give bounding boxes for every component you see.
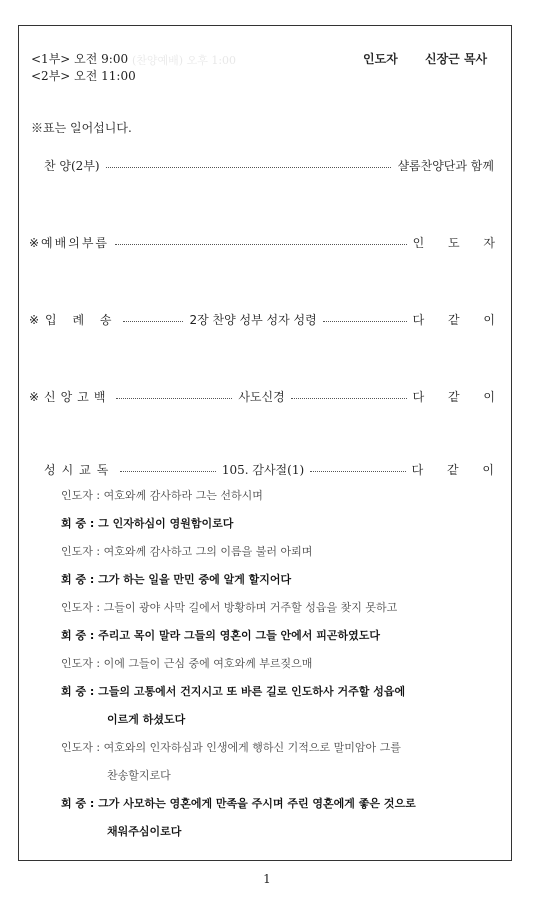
- reading-text: 그들의 고통에서 건지시고 또 바른 길로 인도하사 거주할 성읍에: [98, 685, 406, 698]
- reading-text: 주리고 목이 말라 그들의 영혼이 그들 안에서 피곤하였도다: [98, 629, 380, 642]
- reading-text: 그가 사모하는 영혼에게 만족을 주시며 주린 영혼에게 좋은 것으로: [98, 797, 416, 810]
- leader-label: 인도자: [363, 52, 398, 66]
- reading-text: 그 인자하심이 영원함이로다: [98, 517, 234, 530]
- order-item-creed: [29, 388, 505, 404]
- order-label: 찬 양(2부): [44, 158, 100, 173]
- order-center: 2장 찬양 성부 성자 성령: [189, 312, 317, 327]
- speaker-leader: 인도자 :: [61, 741, 101, 754]
- speaker-leader: 인도자 :: [61, 601, 101, 614]
- speaker-leader: 인도자 :: [61, 545, 101, 558]
- reading-text: 여호와께 감사하라 그는 선하시며: [103, 489, 263, 502]
- dotted-leader: [116, 398, 232, 399]
- reading-line: [61, 515, 233, 531]
- order-right: 다 같 이: [412, 389, 505, 404]
- reading-continuation: 채워주심이로다: [107, 825, 182, 838]
- dotted-leader: [120, 471, 215, 472]
- order-item-praise: [44, 157, 494, 173]
- order-item-responsive-reading: [44, 461, 504, 477]
- reading-line: [61, 739, 401, 755]
- reading-line: [61, 655, 312, 671]
- speaker-leader: 인도자 :: [61, 489, 101, 502]
- reading-text: 그들이 광야 사막 길에서 방황하며 거주할 성읍을 찾지 못하고: [103, 601, 398, 614]
- service-time-faint: (찬양예배) 오후 1:00: [132, 54, 237, 67]
- reading-line: [61, 599, 397, 615]
- dotted-leader: [323, 321, 407, 322]
- order-item-opening-hymn: [29, 311, 505, 327]
- dotted-leader: [106, 167, 392, 168]
- reading-text: 여호와께 감사하고 그의 이름을 불러 아뢰며: [103, 545, 313, 558]
- speaker-congregation: 회 중 :: [61, 797, 95, 810]
- order-right: 샬롬찬양단과 함께: [397, 158, 494, 173]
- order-right: 다 같 이: [412, 312, 505, 327]
- service-time-1: <1부> 오전 9:00: [31, 52, 129, 66]
- bulletin-frame: [18, 25, 512, 861]
- speaker-leader: 인도자 :: [61, 657, 101, 670]
- speaker-congregation: 회 중 :: [61, 629, 95, 642]
- reading-text: 그가 하는 일을 만민 중에 알게 할지어다: [98, 573, 292, 586]
- order-right: 인 도 자: [412, 235, 505, 250]
- dotted-leader: [115, 244, 407, 245]
- speaker-congregation: 회 중 :: [61, 685, 95, 698]
- speaker-congregation: 회 중 :: [61, 517, 95, 530]
- order-label: 성시교독: [44, 462, 115, 477]
- order-center: 105. 감사절(1): [221, 462, 305, 477]
- dotted-leader: [291, 398, 407, 399]
- reading-line: [61, 543, 312, 559]
- stand-note: ※표는 일어섭니다.: [31, 121, 132, 135]
- order-center: 사도신경: [238, 389, 285, 404]
- reading-line: [61, 571, 291, 587]
- page-number: 1: [263, 872, 271, 886]
- reading-line: [61, 487, 263, 503]
- order-label: ※입 례 송: [29, 312, 118, 327]
- dotted-leader: [123, 321, 183, 322]
- reading-line: [61, 795, 416, 811]
- speaker-congregation: 회 중 :: [61, 573, 95, 586]
- leader-name: 신장근 목사: [425, 52, 488, 66]
- reading-continuation: 이르게 하셨도다: [107, 713, 186, 726]
- order-label: ※신앙고백: [29, 389, 111, 404]
- order-item-call-to-worship: [29, 234, 505, 250]
- order-label: ※예배의부름: [29, 235, 110, 250]
- dotted-leader: [310, 471, 405, 472]
- reading-line: [61, 683, 405, 699]
- service-time-2: <2부> 오전 11:00: [31, 69, 136, 83]
- order-right: 다 같 이: [411, 462, 504, 477]
- reading-text: 여호와의 인자하심과 인생에게 행하신 기적으로 말미암아 그를: [103, 741, 401, 754]
- reading-line: [61, 627, 380, 643]
- reading-continuation: 찬송할지로다: [107, 769, 171, 782]
- reading-text: 이에 그들이 근심 중에 여호와께 부르짖으매: [103, 657, 313, 670]
